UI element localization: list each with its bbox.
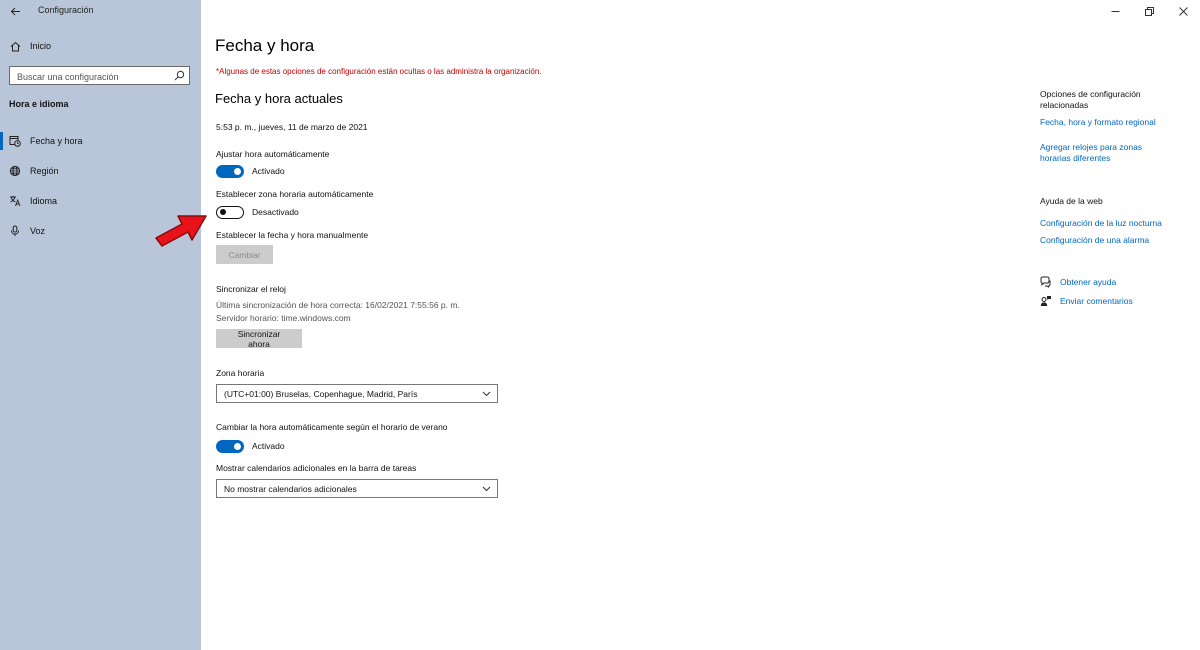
help-chat-icon — [1040, 276, 1052, 288]
window-controls — [1098, 0, 1200, 22]
app-title: Configuración — [38, 5, 94, 15]
auto-time-label: Ajustar hora automáticamente — [216, 149, 330, 159]
sidebar — [0, 0, 201, 650]
sidebar-item-fecha-y-hora[interactable] — [0, 130, 201, 152]
change-button[interactable]: Cambiar — [216, 245, 273, 264]
sync-now-button[interactable]: Sincronizar ahora — [216, 329, 302, 348]
regional-format-link[interactable]: Fecha, hora y formato regional — [1040, 117, 1156, 127]
time-server-text: Servidor horario: time.windows.com — [216, 313, 351, 323]
get-help-link[interactable] — [1040, 275, 1117, 289]
restore-icon — [1145, 7, 1154, 16]
auto-time-toggle-row — [216, 164, 285, 178]
page-title: Fecha y hora — [215, 36, 315, 55]
manual-datetime-label: Establecer la fecha y hora manualmente — [216, 230, 369, 240]
feedback-link[interactable] — [1040, 294, 1133, 308]
add-clocks-link[interactable]: Agregar relojes para zonas horarias diferentes — [1040, 142, 1143, 163]
sidebar-item-label: Voz — [30, 226, 46, 236]
chevron-down-icon — [482, 389, 491, 398]
sidebar-item-label: Inicio — [30, 41, 52, 51]
last-sync-text: Última sincronización de hora correcta: 16/02/2021 7:55:56 p. m. — [216, 300, 460, 310]
feedback-label: Enviar comentarios — [1060, 296, 1133, 306]
auto-time-toggle[interactable] — [216, 165, 244, 178]
minimize-icon — [1111, 7, 1120, 16]
night-light-link[interactable]: Configuración de la luz nocturna — [1040, 218, 1162, 228]
auto-timezone-label: Establecer zona horaria automáticamente — [216, 189, 374, 199]
sync-label: Sincronizar el reloj — [216, 284, 286, 294]
back-arrow-icon — [10, 7, 21, 16]
feedback-icon — [1040, 295, 1052, 307]
sidebar-item-label: Idioma — [30, 196, 58, 206]
dst-label: Cambiar la hora automáticamente según el horario de verano — [216, 422, 448, 432]
globe-icon — [8, 164, 22, 178]
red-pointer-arrow-icon — [152, 208, 210, 250]
back-button[interactable] — [4, 2, 26, 20]
main-content — [201, 0, 1200, 650]
calendars-label: Mostrar calendarios adicionales en la barra de tareas — [216, 463, 417, 473]
sidebar-item-label: Región — [30, 166, 59, 176]
timezone-label: Zona horaria — [216, 368, 265, 378]
auto-timezone-toggle-row — [216, 205, 299, 219]
web-help-heading: Ayuda de la web — [1040, 196, 1103, 206]
policy-warning: *Algunas de estas opciones de configuración están ocultas o las administra la organización. — [216, 67, 542, 76]
related-heading: Opciones de configuración relacionadas — [1040, 89, 1141, 110]
auto-timezone-state: Desactivado — [252, 207, 299, 217]
close-button[interactable] — [1166, 0, 1200, 22]
minimize-button[interactable] — [1098, 0, 1132, 22]
timezone-value: (UTC+01:00) Bruselas, Copenhague, Madrid, París — [224, 388, 418, 399]
language-icon — [8, 194, 22, 208]
dst-state: Activado — [252, 441, 285, 451]
calendar-clock-icon — [8, 134, 22, 148]
home-icon — [8, 39, 22, 53]
calendars-select[interactable] — [216, 479, 498, 498]
calendars-value: No mostrar calendarios adicionales — [224, 483, 357, 494]
chevron-down-icon — [482, 484, 491, 493]
timezone-select[interactable] — [216, 384, 498, 403]
sidebar-item-label: Fecha y hora — [30, 136, 83, 146]
search-input[interactable] — [10, 69, 165, 86]
alarm-link[interactable]: Configuración de una alarma — [1040, 235, 1150, 245]
search-icon[interactable] — [174, 70, 185, 81]
restore-button[interactable] — [1132, 0, 1166, 22]
sidebar-item-region[interactable] — [0, 160, 201, 182]
sidebar-item-home[interactable] — [0, 36, 201, 56]
current-datetime: 5:53 p. m., jueves, 11 de marzo de 2021 — [216, 122, 368, 132]
auto-timezone-toggle[interactable] — [216, 206, 244, 219]
dst-toggle[interactable] — [216, 440, 244, 453]
microphone-icon — [8, 224, 22, 238]
section-label: Hora e idioma — [9, 99, 69, 109]
search-box — [9, 66, 190, 85]
get-help-label: Obtener ayuda — [1060, 277, 1117, 287]
close-icon — [1179, 7, 1188, 16]
auto-time-state: Activado — [252, 166, 285, 176]
current-datetime-heading: Fecha y hora actuales — [215, 91, 343, 106]
dst-toggle-row — [216, 439, 285, 453]
